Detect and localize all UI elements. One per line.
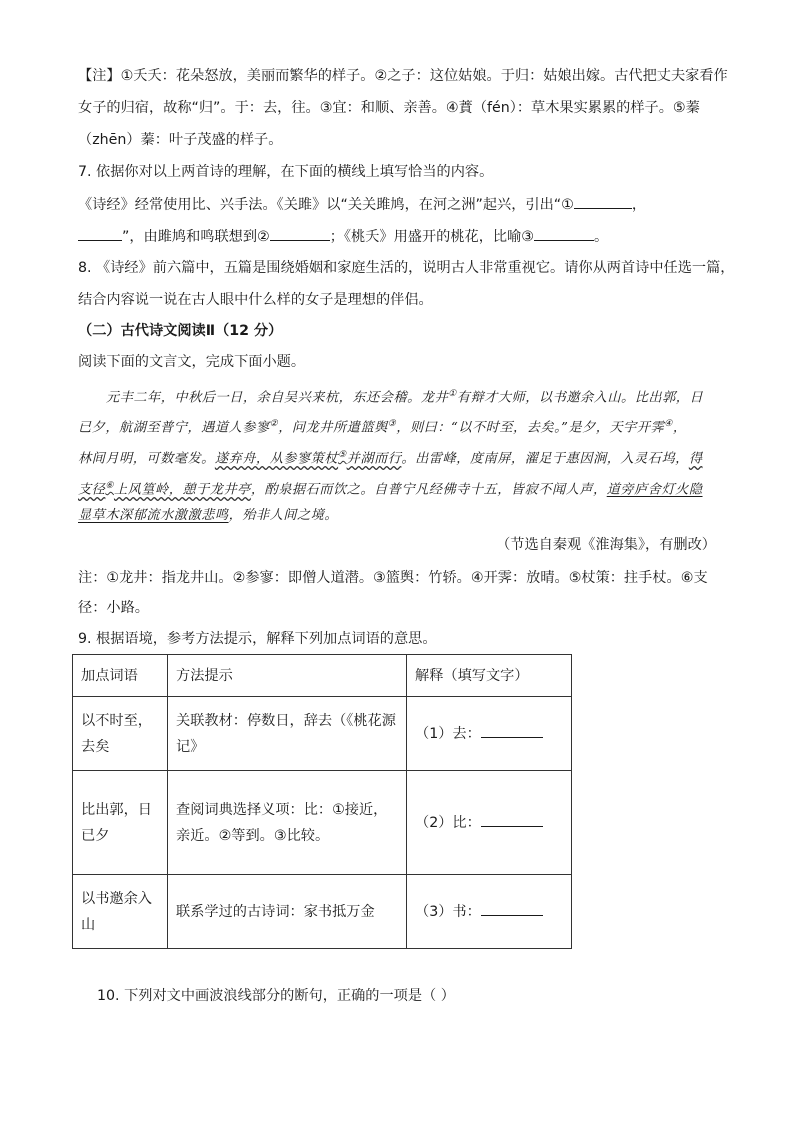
table-header-cell: 解释（填写文字） <box>407 655 572 697</box>
passage-text: ，则曰：“以不时至，去矣。”是夕，天宇开霁 <box>396 420 665 436</box>
passage-text: ， <box>672 420 687 436</box>
question-8-line-2: 结合内容说一说在古人眼中什么样的女子是理想的伴侣。 <box>78 292 433 308</box>
passage-text: ，殆非人间之境。 <box>228 508 339 523</box>
underlined-text: 显草木深郁流水激激悲鸣 <box>78 508 229 523</box>
table-cell-word: 以书邀余入山 <box>73 875 168 949</box>
passage-text: 。出雷峰，度南屏，濯足于惠因涧，入灵石坞， <box>401 451 689 467</box>
passage-text: ，酌泉据石而饮之。自普宁凡经佛寺十五，皆寂不闻人声， <box>250 482 607 498</box>
footnote-mark: ② <box>269 419 279 429</box>
underlined-text: 道旁庐舍灯火隐 <box>606 482 703 498</box>
passage-text: 元丰二年，中秋后一日，余自吴兴来杭，东还会稽。龙井 <box>106 390 449 406</box>
note-line-1: 【注】①夭夭：花朵怒放，美丽而繁华的样子。②之子：这位姑娘。于归：姑娘出嫁。古代把丈夫家看作 <box>78 68 728 84</box>
answer-label: （3）书： <box>415 903 481 920</box>
table-cell-hint: 联系学过的古诗词：家书抵万金 <box>168 875 407 949</box>
answer-label: （1）去： <box>415 725 481 742</box>
answer-blank-3[interactable] <box>534 226 594 241</box>
passage-note-line-1: 注：①龙井：指龙井山。②参寥：即僧人道潜。③篮舆：竹轿。④开霁：放晴。⑤杖策：拄手杖。⑥支 <box>78 570 708 586</box>
footnote-mark: ⑤ <box>338 450 347 460</box>
answer-blank-1-cont[interactable] <box>78 226 122 241</box>
wavy-underlined-text: 得 <box>688 451 703 467</box>
passage-text: ，问龙井所遣篮舆 <box>278 420 388 436</box>
table-cell-hint: 查阅词典选择义项：比：①接近，亲近。②等到。③比较。 <box>168 771 407 875</box>
table-cell-answer <box>407 697 572 771</box>
question-8-line-1: 8. 《诗经》前六篇中，五篇是围绕婚姻和家庭生活的，说明古人非常重视它。请你从两首诗中任选一篇， <box>78 260 735 276</box>
passage-line-3 <box>78 445 703 469</box>
table-header-cell: 方法提示 <box>168 655 407 697</box>
passage-text: 已夕，航湖至普宁，遇道人参寥 <box>78 420 270 436</box>
passage-text: 有辩才大师，以书邀余入山。比出郭，日 <box>456 390 704 406</box>
table-cell-word: 比出郭，日已夕 <box>73 771 168 875</box>
question-7-prompt: 7. 依据你对以上两首诗的理解，在下面的横线上填写恰当的内容。 <box>78 164 494 180</box>
q7-text-b: ， <box>631 197 647 213</box>
note-line-2: 女子的归宿，故称“归”。于：去，往。③宜：和顺、亲善。④蕡（fén）：草木果实累累的样子。⑤蓁 <box>78 100 700 116</box>
wavy-underlined-text: 遂弃舟，从参寥策杖 <box>214 451 339 467</box>
answer-label: （2）比： <box>415 814 481 831</box>
q7-text-c: ”，由雎鸠和鸣联想到② <box>122 229 270 245</box>
q7-text-e: 。 <box>594 229 609 245</box>
passage-source: （节选自秦观《淮海集》，有删改） <box>496 537 716 553</box>
table-cell-word: 以不时至，去矣 <box>73 697 168 771</box>
passage-line-1 <box>106 384 703 408</box>
table-cell-answer <box>407 875 572 949</box>
q7-text-a: 《诗经》经常使用比、兴手法。《关雎》以“关关雎鸠，在河之洲”起兴，引出“① <box>78 197 574 213</box>
note-line-3: （zhēn）蓁：叶子茂盛的样子。 <box>78 132 283 148</box>
passage-line-5 <box>78 506 338 526</box>
question-10-prompt: 10. 下列对文中画波浪线部分的断句，正确的一项是（ ） <box>97 988 455 1004</box>
vocab-table <box>72 654 572 949</box>
section-intro: 阅读下面的文言文，完成下面小题。 <box>78 354 306 370</box>
passage-line-2 <box>78 414 687 438</box>
table-row <box>73 697 572 771</box>
question-7-line-3 <box>78 226 608 247</box>
footnote-mark: ① <box>448 389 457 399</box>
answer-blank-1[interactable] <box>574 194 632 209</box>
answer-blank-q9-2[interactable] <box>481 812 543 827</box>
footnote-mark: ⑥ <box>105 481 114 491</box>
question-9-prompt: 9. 根据语境，参考方法提示，解释下列加点词语的意思。 <box>78 631 437 647</box>
table-cell-hint: 关联教材：停数日，辞去（《桃花源记》 <box>168 697 407 771</box>
passage-line-4 <box>78 476 703 500</box>
answer-blank-2[interactable] <box>270 226 330 241</box>
table-row <box>73 771 572 875</box>
table-header-cell: 加点词语 <box>73 655 168 697</box>
passage-note-line-2: 径：小路。 <box>78 600 149 616</box>
q7-text-d: ；《桃夭》用盛开的桃花，比喻③ <box>329 229 535 245</box>
answer-blank-q9-3[interactable] <box>481 901 543 916</box>
wavy-underlined-text: 上风篁岭，憩于龙井亭 <box>113 482 251 498</box>
table-row <box>73 875 572 949</box>
wavy-underlined-text: 支径 <box>78 482 106 498</box>
section-title: （二）古代诗文阅读Ⅱ（12 分） <box>78 323 283 339</box>
passage-text: 林间月明，可数毫发。 <box>78 451 215 467</box>
table-header-row <box>73 655 572 697</box>
question-7-line-2 <box>78 194 646 215</box>
answer-blank-q9-1[interactable] <box>481 723 543 738</box>
footnote-mark: ③ <box>387 419 397 429</box>
table-cell-answer <box>407 771 572 875</box>
wavy-underlined-text: 并湖而行 <box>346 451 402 467</box>
footnote-mark: ④ <box>664 419 673 429</box>
